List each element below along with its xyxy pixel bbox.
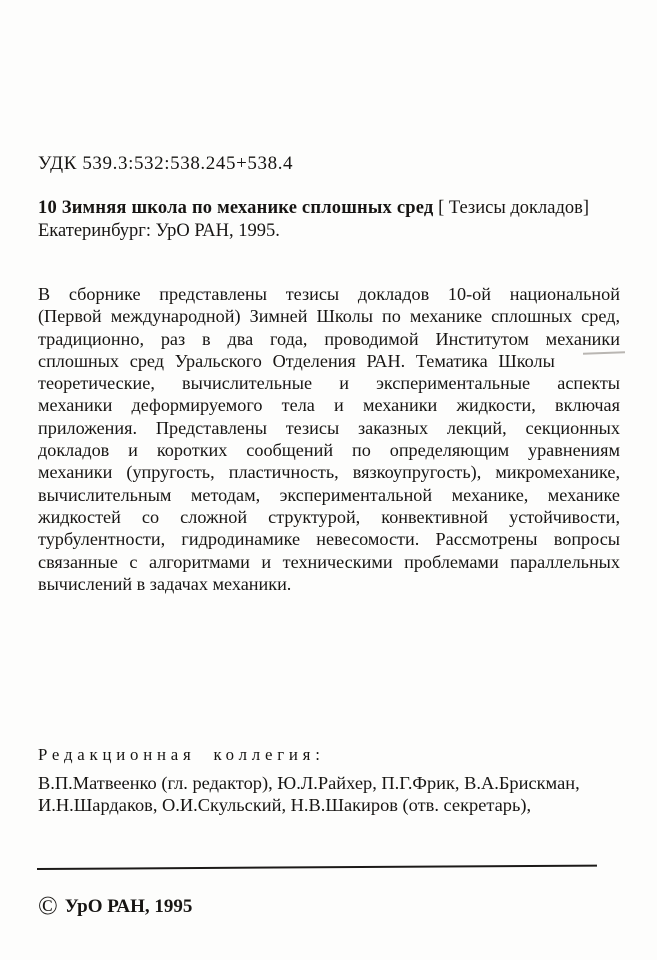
editorial-board-names: В.П.Матвеенко (гл. редактор), Ю.Л.Райхер, П.Г.Фрик, В.А.Брискман, [38,772,580,793]
abstract-line: турбулентности, гидродинамике невесомости. Рассмотрены вопросы [38,529,620,550]
abstract-line: механики деформируемого тела и механики жидкости, включая [38,395,620,416]
abstract-line: связанные с алгоритмами и техническими проблемами параллельных [38,551,620,572]
abstract-line: вычислительным методам, экспериментальной механике, механике [38,484,620,505]
abstract-line: (Первой международной) Зимней Школы по механике сплошных сред, [38,306,620,327]
abstract-line: сплошных сред Уральского Отделения РАН. Тематика Школы [38,350,555,371]
bibliographic-entry [38,197,622,243]
abstract-line: В сборнике представлены тезисы докладов 10-ой национальной [38,284,620,304]
abstract-line: теоретические, вычислительные и экспериментальные аспекты [38,373,620,394]
abstract-line: вычислений в задачах механики. [38,573,292,594]
editorial-board-label: Редакционная коллегия: [38,745,325,764]
editorial-board-names: И.Н.Шардаков, О.И.Скульский, Н.В.Шакиров (отв. секретарь), [38,795,532,816]
editorial-board-section [38,744,638,817]
book-subtitle: [ Тезисы докладов] [438,198,590,218]
abstract-line: приложения. Представлены тезисы заказных лекций, секционных [38,417,620,438]
copyright-symbol-icon: © [38,891,58,920]
abstract-line: докладов и коротких сообщений по определяющим уравнениям [38,440,620,461]
abstract-line: жидкостей со сложной структурой, конвективной устойчивости, [38,506,620,527]
book-title: 10 Зимняя школа по механике сплошных сред [38,198,434,218]
imprint-line: Екатеринбург: УрО РАН, 1995. [38,221,280,241]
copyright-text: УрО РАН, 1995 [64,896,193,917]
abstract-line: механики (упругость, пластичность, вязкоупругость), микромеханике, [38,462,620,483]
footer-divider-rule [37,865,597,871]
abstract-paragraph [38,283,620,595]
title-line [38,197,622,220]
abstract-line: традиционно, раз в два года, проводимой Институтом механики [38,328,620,349]
udk-classification-code: УДК 539.3:532:538.245+538.4 [38,153,294,174]
copyright-line [38,891,193,920]
